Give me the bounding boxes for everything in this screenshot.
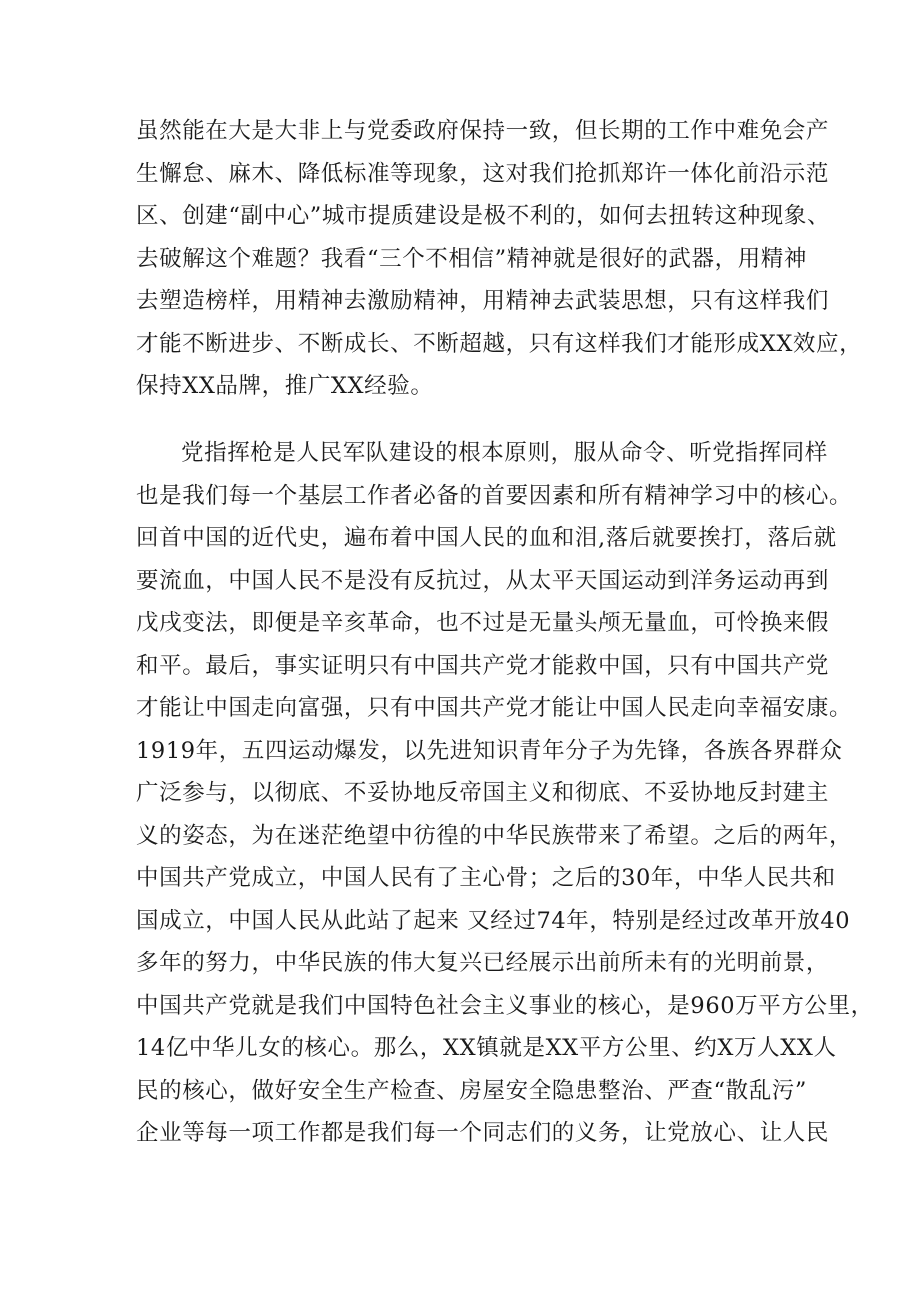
paragraph-line: 才能不断进步、不断成长、不断超越，只有这样我们才能形成XX效应， bbox=[136, 330, 863, 357]
paragraph-line: 才能让中国走向富强，只有中国共产党才能让中国人民走向幸福安康。 bbox=[136, 695, 853, 721]
paragraph-line: 企业等每一项工作都是我们每一个同志们的义务，让党放心、让人民 bbox=[136, 1120, 830, 1146]
paragraph-line: 生懈怠、麻木、降低标准等现象，这对我们抢抓郑许一体化前沿示范 bbox=[136, 160, 830, 187]
paragraph-line: 回首中国的近代史，遍布着中国人民的血和泪,落后就要挨打，落后就 bbox=[136, 525, 837, 551]
paragraph-line: 区、创建“副中心”城市提质建设是极不利的，如何去扭转这种现象、 bbox=[136, 203, 831, 229]
paragraph-line: 戊戌变法，即便是辛亥革命，也不过是无量头颅无量血，可怜换来假 bbox=[136, 610, 830, 636]
paragraph-line: 中国共产党成立，中国人民有了主心骨；之后的30年，中华人民共和 bbox=[136, 865, 836, 891]
paragraph-line: 要流血，中国人民不是没有反抗过，从太平天国运动到洋务运动再到 bbox=[136, 567, 830, 594]
paragraph-1 bbox=[136, 110, 863, 408]
paragraph-line: 中国共产党就是我们中国特色社会主义事业的核心，是960万平方公里， bbox=[136, 992, 874, 1019]
paragraph-line: 广泛参与，以彻底、不妥协地反帝国主义和彻底、不妥协地反封建主 bbox=[136, 780, 830, 806]
paragraph-line: 党指挥枪是人民军队建设的根本原则，服从命令、听党指挥同样 bbox=[181, 440, 828, 466]
paragraph-line: 去塑造榜样，用精神去激励精神，用精神去武装思想，只有这样我们 bbox=[136, 288, 830, 314]
paragraph-line: 多年的努力，中华民族的伟大复兴已经展示出前所未有的光明前景， bbox=[136, 950, 830, 976]
paragraph-2 bbox=[136, 432, 874, 1155]
paragraph-line: 保持XX品牌，推广XX经验。 bbox=[136, 373, 434, 399]
paragraph-line: 也是我们每一个基层工作者必备的首要因素和所有精神学习中的核心。 bbox=[136, 482, 853, 509]
paragraph-line: 和平。最后，事实证明只有中国共产党才能救中国，只有中国共产党 bbox=[136, 652, 830, 679]
paragraph-line: 国成立，中国人民从此站了起来 又经过74年，特别是经过改革开放40 bbox=[136, 907, 851, 934]
paragraph-line: 民的核心，做好安全生产检查、房屋安全隐患整治、严查“散乱污” bbox=[136, 1077, 808, 1104]
paragraph-line: 14亿中华儿女的核心。那么，XX镇就是XX平方公里、约X万人XX人 bbox=[136, 1035, 837, 1061]
paragraph-line: 去破解这个难题？我看“三个不相信”精神就是很好的武器，用精神 bbox=[136, 245, 808, 272]
paragraph-line: 1919年，五四运动爆发，以先进知识青年分子为先锋，各族各界群众 bbox=[136, 737, 843, 764]
paragraph-line: 义的姿态，为在迷茫绝望中彷徨的中华民族带来了希望。之后的两年， bbox=[136, 822, 853, 849]
paragraph-line: 虽然能在大是大非上与党委政府保持一致，但长期的工作中难免会产 bbox=[136, 118, 830, 144]
